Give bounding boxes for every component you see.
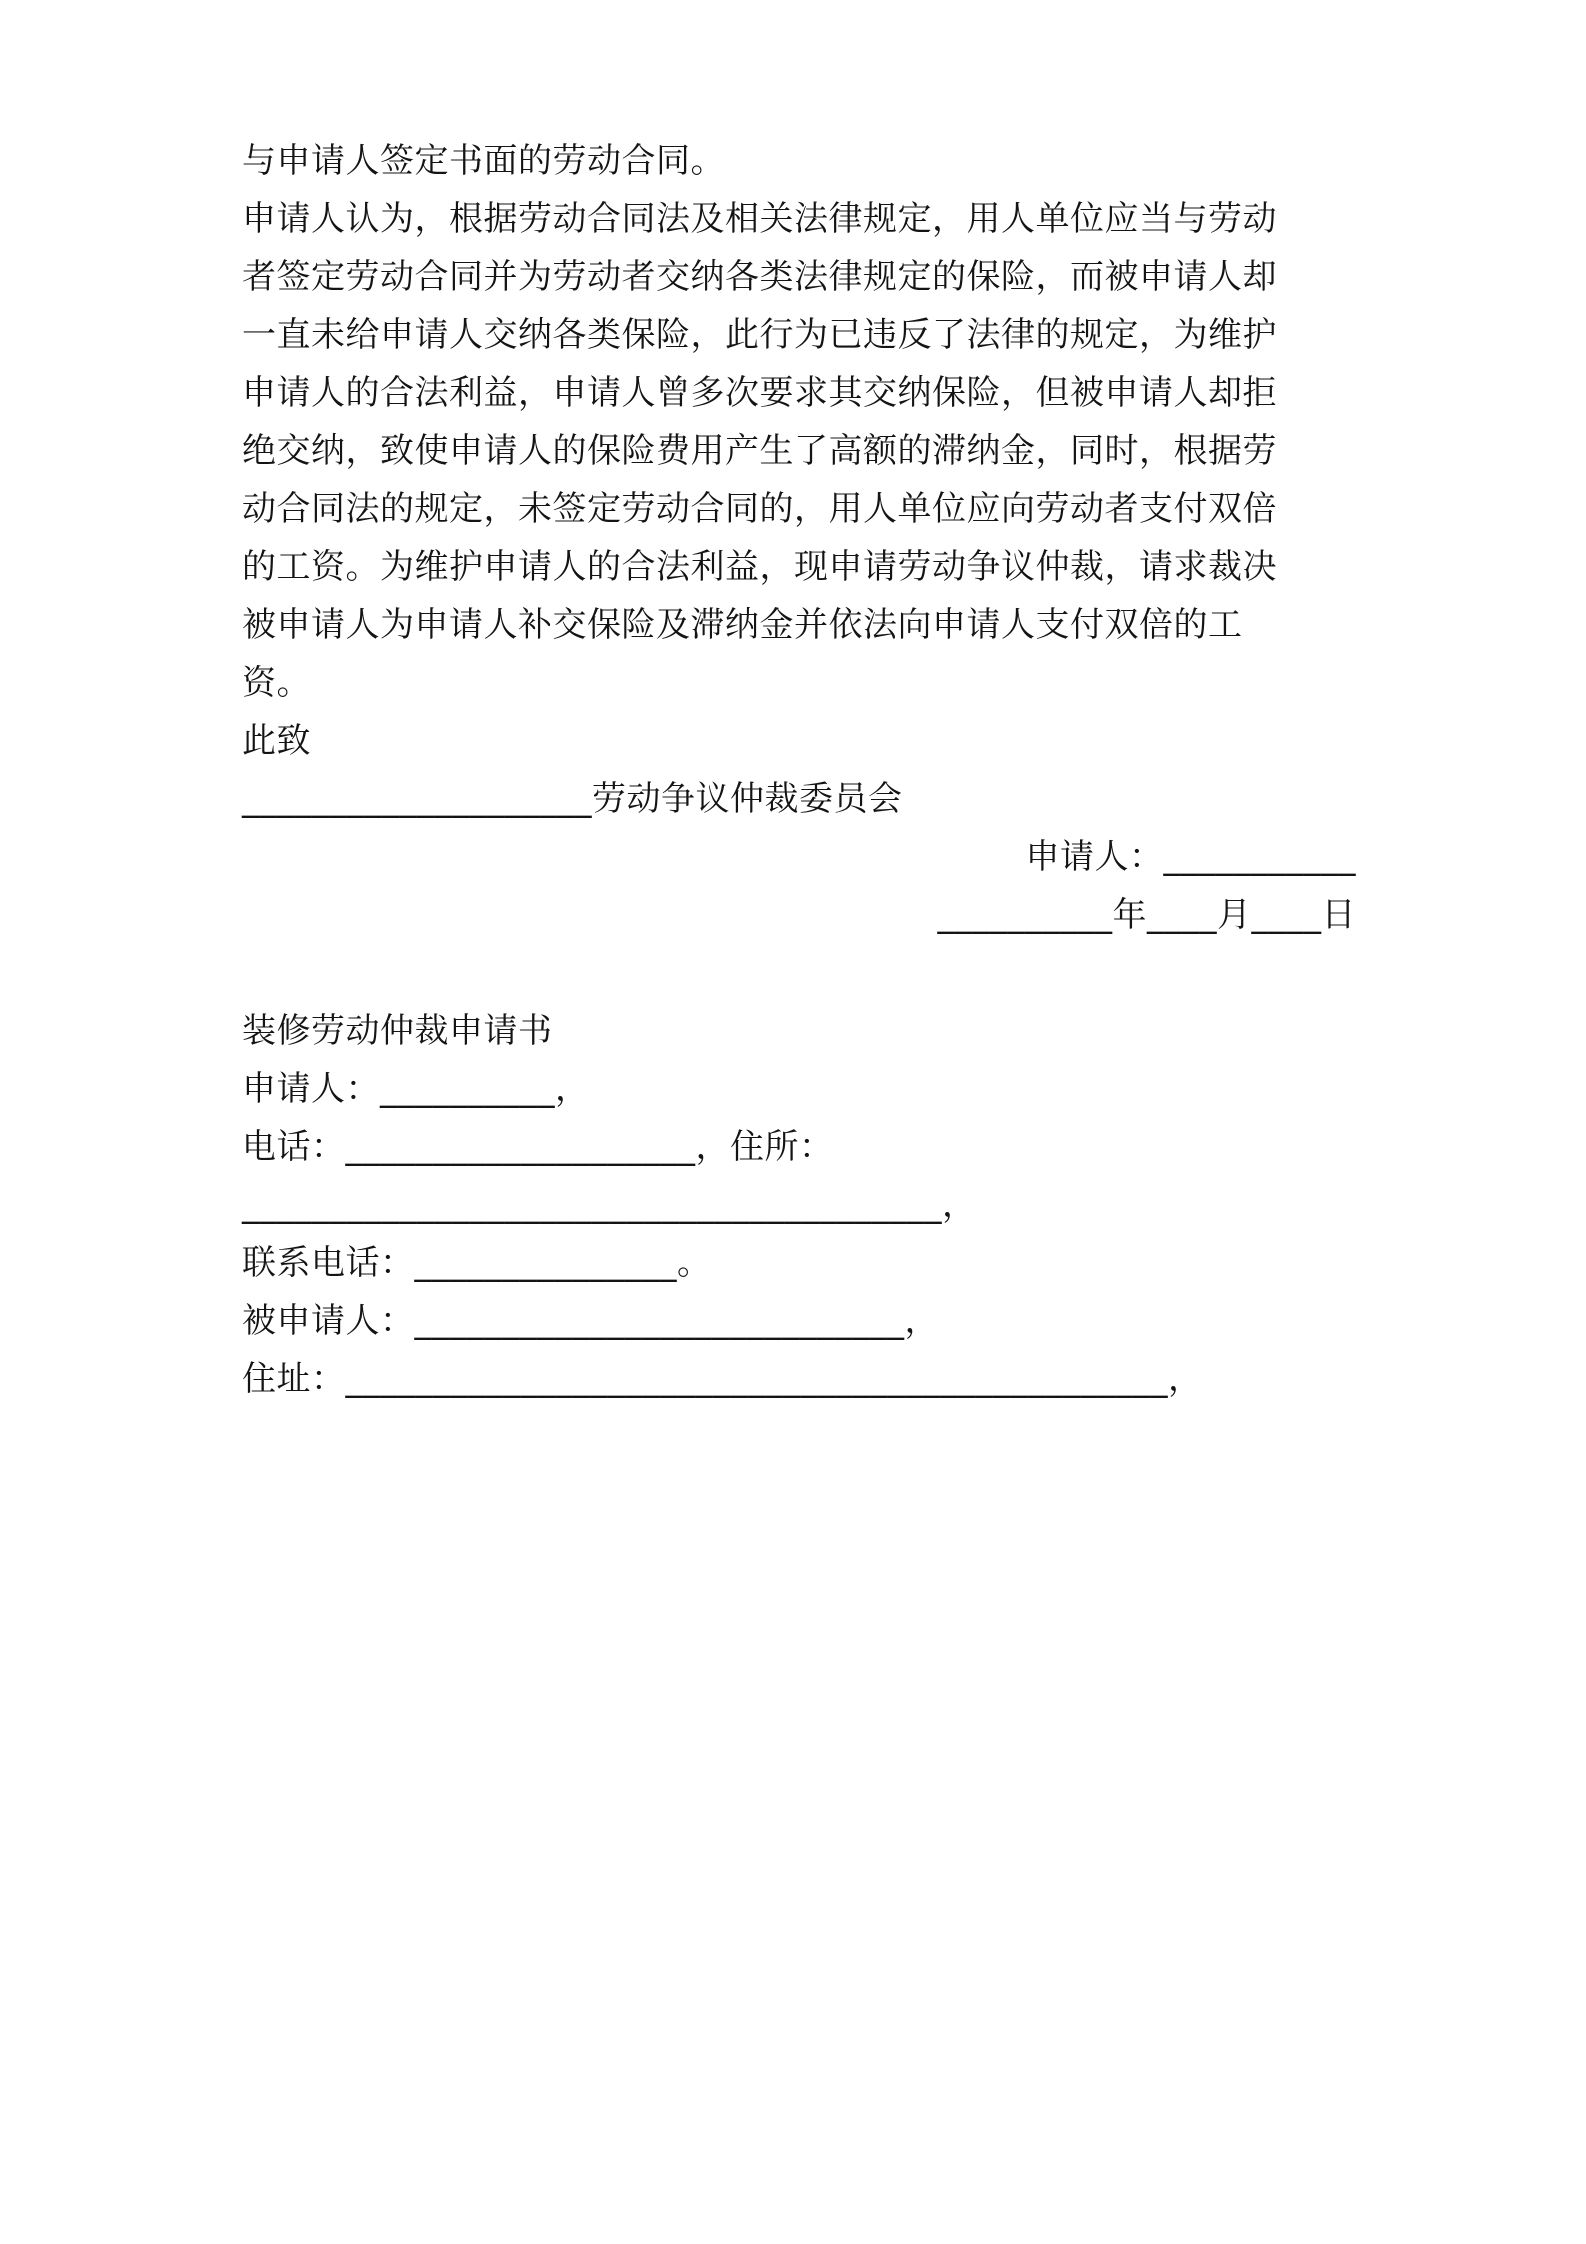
body-line: 资。 [242,663,311,703]
salutation: 此致 [242,721,311,761]
body-line: 申请人的合法利益，申请人曾多次要求其交纳保险，但被申请人却拒 [242,373,1277,413]
applicant-signature: 申请人：___________ [1025,837,1356,877]
body-line: 者签定劳动合同并为劳动者交纳各类法律规定的保险，而被申请人却 [242,257,1277,297]
continuation-line: 与申请人签定书面的劳动合同。 [242,141,725,181]
respondent-address-field: 住址：_______________________________________________， [242,1359,1203,1399]
form-title: 装修劳动仲裁申请书 [242,1011,553,1051]
signature-date: __________年____月____日 [937,895,1356,935]
phone-address-field: 电话：____________________，住所： [242,1127,834,1167]
respondent-field: 被申请人：____________________________， [242,1301,939,1341]
body-line: 申请人认为，根据劳动合同法及相关法律规定，用人单位应当与劳动 [242,199,1277,239]
body-line: 的工资。为维护申请人的合法利益，现申请劳动争议仲裁，请求裁决 [242,547,1277,587]
contact-phone-field: 联系电话：_______________。 [242,1243,712,1283]
addressee-line: ____________________劳动争议仲裁委员会 [242,779,903,819]
body-line: 绝交纳，致使申请人的保险费用产生了高额的滞纳金，同时，根据劳 [242,431,1277,471]
body-line: 一直未给申请人交纳各类保险，此行为已违反了法律的规定，为维护 [242,315,1277,355]
address-blank-line: ________________________________________， [242,1185,977,1225]
body-line: 被申请人为申请人补交保险及滞纳金并依法向申请人支付双倍的工 [242,605,1243,645]
body-line: 动合同法的规定，未签定劳动合同的，用人单位应向劳动者支付双倍 [242,489,1277,529]
applicant-field: 申请人：__________， [242,1069,590,1109]
